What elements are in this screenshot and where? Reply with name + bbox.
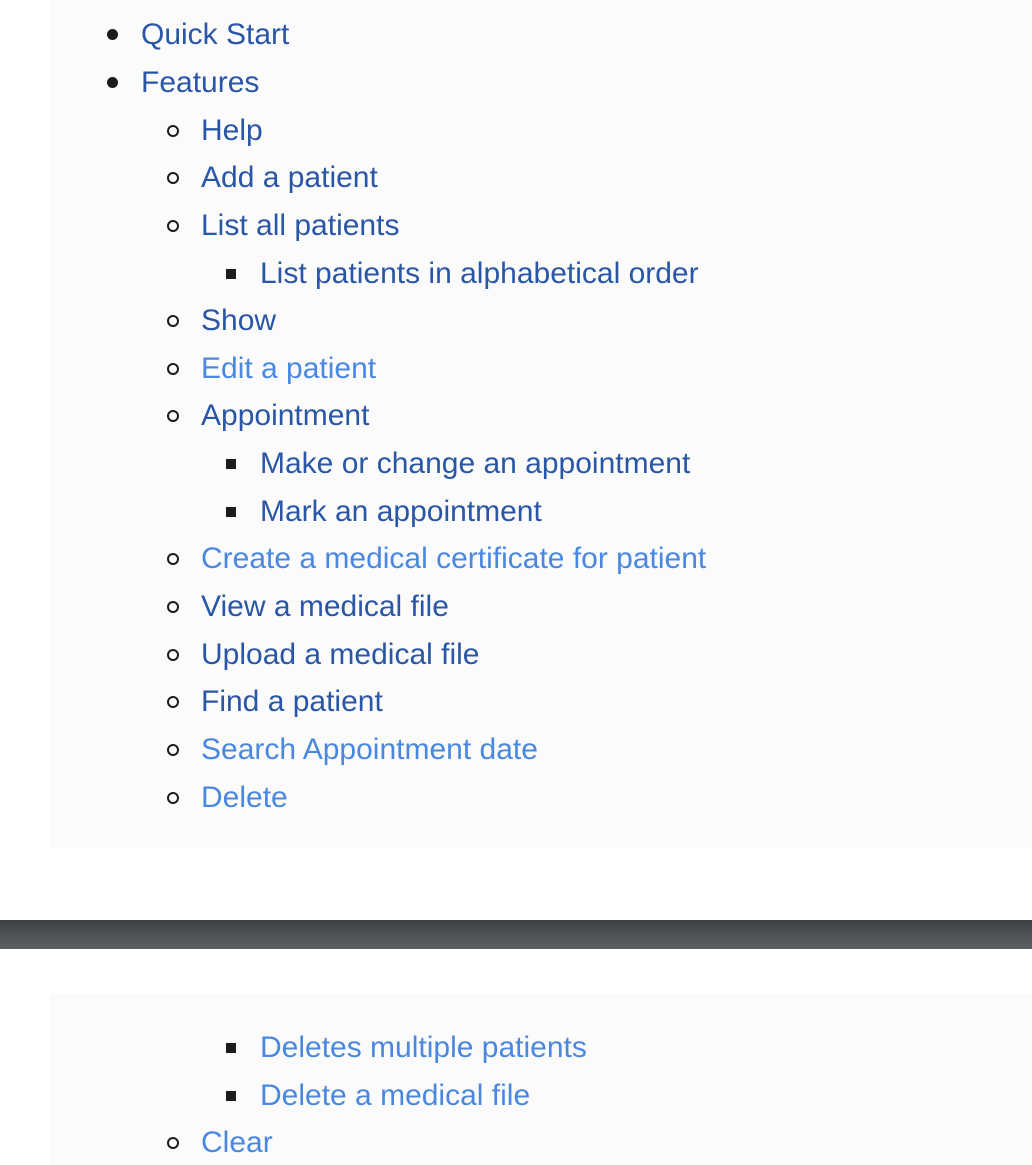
square-bullet-icon bbox=[226, 459, 236, 469]
toc-item-view-medical-file bbox=[201, 587, 449, 627]
disc-bullet-icon bbox=[107, 77, 118, 88]
toc-link-features[interactable]: Features bbox=[141, 66, 260, 99]
toc-link-appointment[interactable]: Appointment bbox=[201, 399, 370, 432]
toc-item-list-all-patients bbox=[201, 206, 399, 246]
square-bullet-icon bbox=[226, 269, 236, 279]
circle-bullet-icon bbox=[167, 601, 179, 613]
toc-link-help[interactable]: Help bbox=[201, 114, 263, 147]
circle-bullet-icon bbox=[167, 363, 179, 375]
toc-link-search-appointment-date[interactable]: Search Appointment date bbox=[201, 733, 538, 766]
toc-link-add-patient[interactable]: Add a patient bbox=[201, 161, 378, 194]
circle-bullet-icon bbox=[167, 744, 179, 756]
square-bullet-icon bbox=[226, 1091, 236, 1101]
square-bullet-icon bbox=[226, 1043, 236, 1053]
toc-item-add-patient bbox=[201, 158, 378, 198]
toc-link-upload-medical-file[interactable]: Upload a medical file bbox=[201, 638, 480, 671]
toc-panel-continued bbox=[50, 994, 1032, 1165]
toc-link-clear[interactable]: Clear bbox=[201, 1126, 273, 1159]
toc-item-find-patient bbox=[201, 682, 383, 722]
toc-item-show bbox=[201, 301, 276, 341]
disc-bullet-icon bbox=[107, 29, 118, 40]
toc-item-create-certificate bbox=[201, 539, 706, 579]
divider-bar bbox=[0, 920, 1032, 949]
toc-link-create-certificate[interactable]: Create a medical certificate for patient bbox=[201, 542, 707, 575]
toc-link-delete[interactable]: Delete bbox=[201, 781, 288, 814]
circle-bullet-icon bbox=[167, 553, 179, 565]
toc-item-upload-medical-file bbox=[201, 635, 479, 675]
toc-link-edit-patient[interactable]: Edit a patient bbox=[201, 352, 377, 385]
toc-link-list-all-patients[interactable]: List all patients bbox=[201, 209, 400, 242]
toc-link-view-medical-file[interactable]: View a medical file bbox=[201, 590, 449, 623]
toc-link-find-patient[interactable]: Find a patient bbox=[201, 685, 383, 718]
toc-item-delete bbox=[201, 778, 288, 818]
toc-item-edit-patient bbox=[201, 349, 376, 389]
toc-panel bbox=[50, 0, 1032, 848]
circle-bullet-icon bbox=[167, 696, 179, 708]
toc-item-delete-medical-file bbox=[260, 1076, 530, 1116]
toc-link-delete-medical-file[interactable]: Delete a medical file bbox=[260, 1079, 531, 1112]
toc-link-mark-appointment[interactable]: Mark an appointment bbox=[260, 495, 542, 528]
toc-item-appointment bbox=[201, 396, 369, 436]
toc-item-clear bbox=[201, 1123, 273, 1163]
circle-bullet-icon bbox=[167, 315, 179, 327]
toc-item-search-appointment-date bbox=[201, 730, 538, 770]
circle-bullet-icon bbox=[167, 410, 179, 422]
toc-link-show[interactable]: Show bbox=[201, 304, 277, 337]
circle-bullet-icon bbox=[167, 125, 179, 137]
circle-bullet-icon bbox=[167, 1137, 179, 1149]
toc-item-mark-appointment bbox=[260, 492, 542, 532]
circle-bullet-icon bbox=[167, 649, 179, 661]
toc-item-make-change-appointment bbox=[260, 444, 690, 484]
toc-item-features bbox=[141, 63, 259, 103]
circle-bullet-icon bbox=[167, 792, 179, 804]
toc-item-help bbox=[201, 111, 263, 151]
circle-bullet-icon bbox=[167, 172, 179, 184]
toc-item-deletes-multiple bbox=[260, 1028, 587, 1068]
toc-item-quick-start bbox=[141, 15, 289, 55]
circle-bullet-icon bbox=[167, 220, 179, 232]
toc-item-list-alphabetical bbox=[260, 254, 699, 294]
toc-link-make-change-appointment[interactable]: Make or change an appointment bbox=[260, 447, 691, 480]
toc-link-list-alphabetical[interactable]: List patients in alphabetical order bbox=[260, 257, 699, 290]
square-bullet-icon bbox=[226, 507, 236, 517]
toc-link-deletes-multiple[interactable]: Deletes multiple patients bbox=[260, 1031, 587, 1064]
toc-link-quick-start[interactable]: Quick Start bbox=[141, 18, 290, 51]
